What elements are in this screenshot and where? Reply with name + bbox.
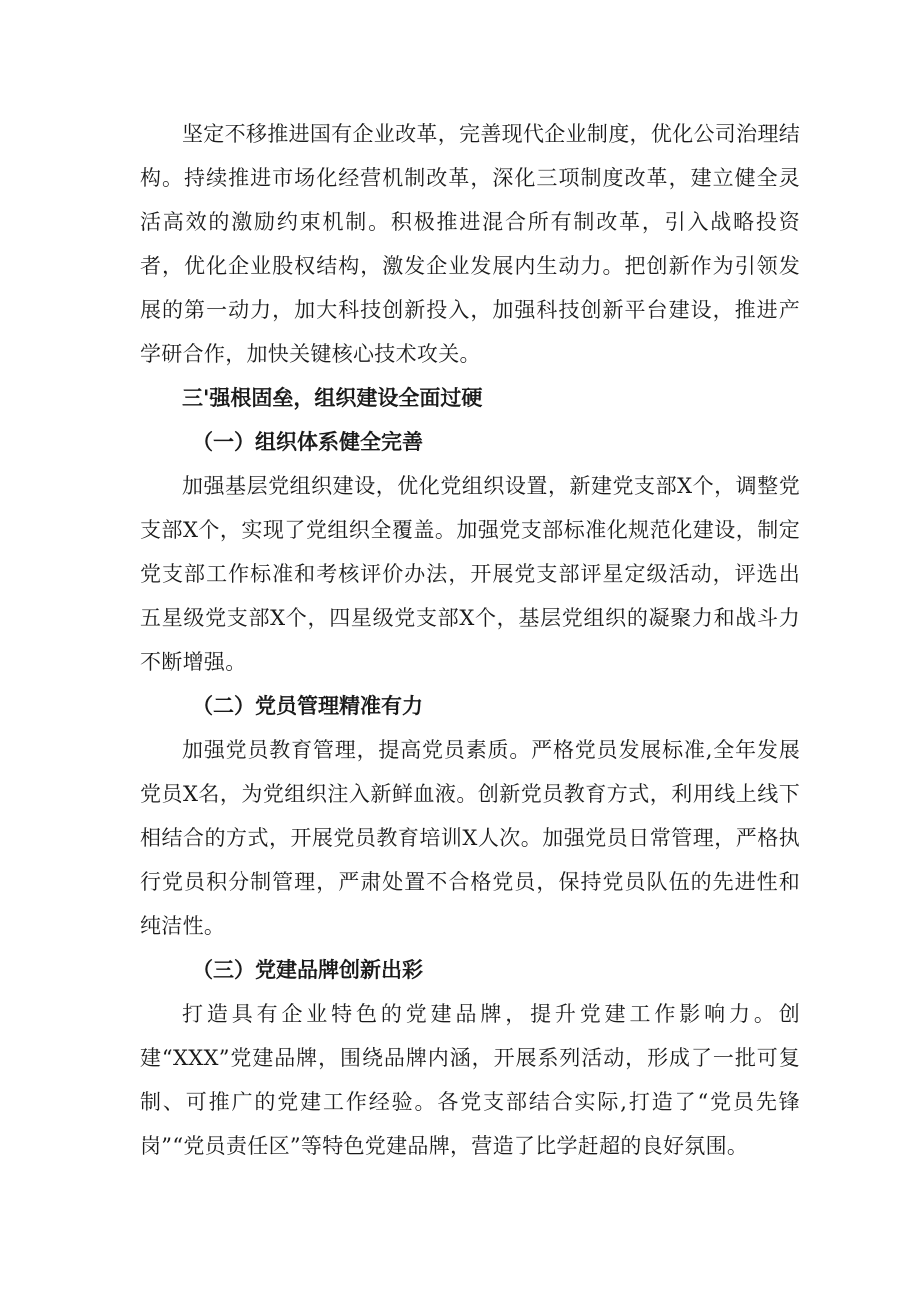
paragraph-brand: 打造具有企业特色的党建品牌，提升党建工作影响力。创建“XXX”党建品牌，围绕品牌内涵，开展系列活动，形成了一批可复制、可推广的党建工作经验。各党支部结合实际,打造了“党员先锋岗”“党员责任区”等特色党建品牌，营造了比学赶超的良好氛围。	[140, 1002, 800, 1158]
subsection-heading-3: （三）党建品牌创新出彩	[192, 957, 423, 982]
section-heading: 三'强根固垒，组织建设全面过硬	[182, 385, 483, 410]
document-page	[140, 112, 800, 1168]
subsection-heading-2: （二）党员管理精准有力	[192, 693, 423, 718]
subsection-heading-1: （一）组织体系健全完善	[192, 429, 423, 454]
paragraph-organization: 加强基层党组织建设，优化党组织设置，新建党支部X个，调整党支部X个，实现了党组织全覆盖。加强党支部标准化规范化建设，制定党支部工作标准和考核评价办法，开展党支部评星定级活动，评选出五星级党支部X个，四星级党支部X个，基层党组织的凝聚力和战斗力不断增强。	[140, 474, 800, 674]
paragraph-reform: 坚定不移推进国有企业改革，完善现代企业制度，优化公司治理结构。持续推进市场化经营机制改革，深化三项制度改革，建立健全灵活高效的激励约束机制。积极推进混合所有制改革，引入战略投资者，优化企业股权结构，激发企业发展内生动力。把创新作为引领发展的第一动力，加大科技创新投入，加强科技创新平台建设，推进产学研合作，加快关键核心技术攻关。	[140, 122, 800, 366]
paragraph-member-management: 加强党员教育管理，提高党员素质。严格党员发展标准,全年发展党员X名，为党组织注入新鲜血液。创新党员教育方式，利用线上线下相结合的方式，开展党员教育培训X人次。加强党员日常管理，严格执行党员积分制管理，严肃处置不合格党员，保持党员队伍的先进性和纯洁性。	[140, 738, 800, 938]
